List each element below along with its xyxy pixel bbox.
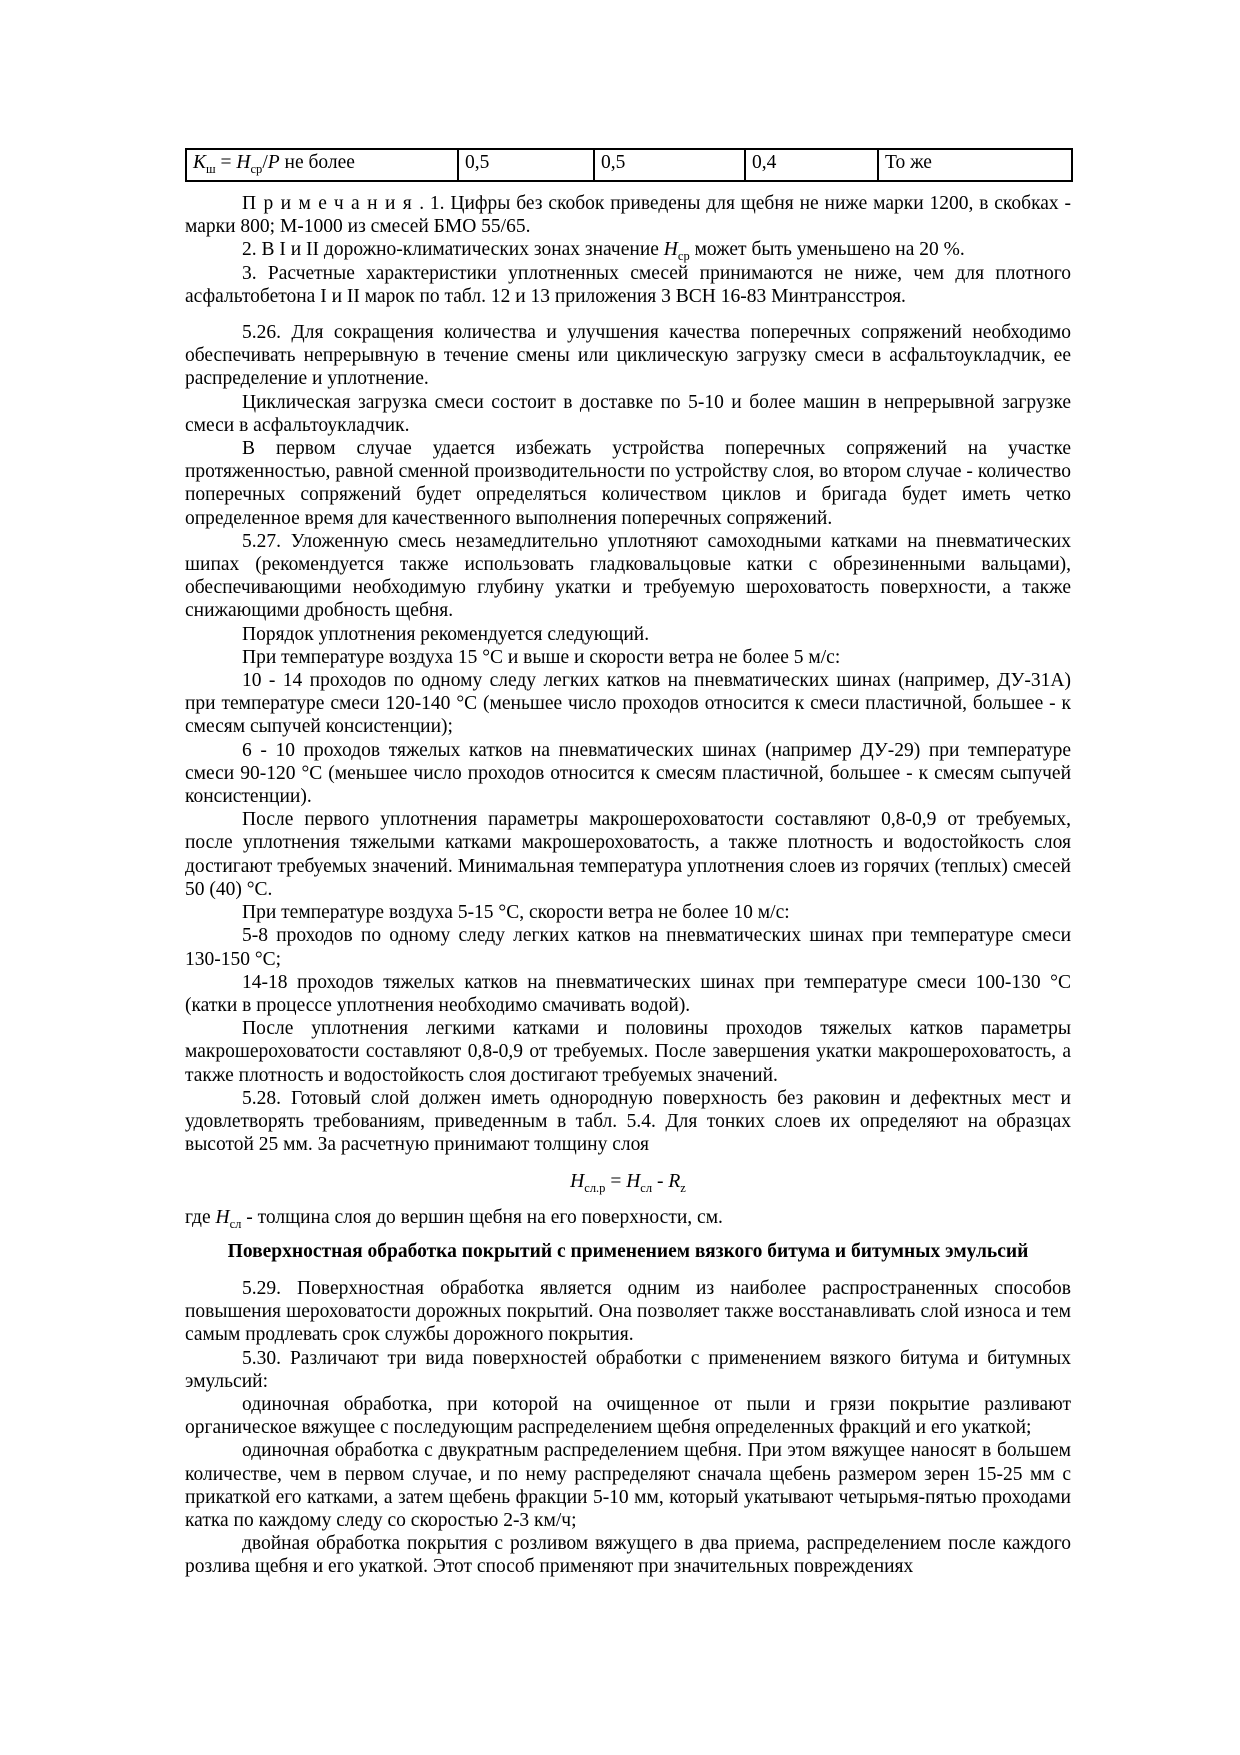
equals-sign: = — [215, 152, 237, 173]
para-5-30: 5.30. Различают три вида поверхностей обработки с применением вязкого битума и битумных эмульсий: — [185, 1347, 1071, 1392]
para-passes-6-10: 6 - 10 проходов тяжелых катков на пневматических шинах (например ДУ-29) при температуре смеси 90-120 °С (меньшее число проходов относится к смесям пластичной, большее - к смесям сыпучей консистенции). — [185, 739, 1071, 808]
para-temp-5-15: При температуре воздуха 5-15 °С, скорости ветра не более 10 м/с: — [242, 902, 790, 924]
subscript-sr: ср — [250, 161, 263, 176]
subscript-slr: сл.р — [584, 1181, 606, 1196]
table-cell-parameter — [186, 149, 458, 181]
spec-table-continued — [185, 148, 1073, 182]
slash: / — [262, 152, 268, 173]
note-1-text: . 1. Цифры без скобок приведены для щебня не ниже марки 1200, в скобках - марки 800; М-1000 из смесей БМО 55/65. — [185, 193, 1071, 238]
cell-text: не более — [279, 152, 355, 173]
para-5-27: 5.27. Уложенную смесь незамедлительно уплотняют самоходными катками на пневматических шипах (рекомендуется также использовать гладковальцовые катки с обрезиненными вальцами), обеспечивающими необходимую глубину укатки и требуемую шероховатость поверхности, а также снижающими дробность щебня. — [185, 530, 1071, 622]
subscript-sl: сл — [229, 1216, 242, 1231]
legend-text-post: - толщина слоя до вершин щебня на его поверхности, см. — [241, 1206, 723, 1228]
table-cell-value-3: 0,4 — [745, 149, 878, 181]
para-double-treatment: двойная обработка покрытия с розливом вяжущего в два приема, распределением после каждого розлива щебня и его укаткой. Этот способ применяют при значительных повреждениях — [185, 1533, 1071, 1578]
variable-h: H — [215, 1206, 230, 1228]
formula-legend — [185, 1206, 1071, 1229]
para-passes-5-8: 5-8 проходов по одному следу легких катков на пневматических шинах при температуре смеси 130-150 °С; — [185, 925, 1071, 970]
para-single-treatment: одиночная обработка, при которой на очищенное от пыли и грязи покрытие разливают органическое вяжущее с последующим распределением щебня определенных фракций и его укаткой; — [185, 1393, 1071, 1439]
minus-sign: - — [652, 1171, 669, 1193]
section-heading: Поверхностная обработка покрытий с применением вязкого битума и битумных эмульсий — [227, 1240, 1029, 1262]
equals-sign: = — [605, 1171, 627, 1193]
legend-text-pre: где — [185, 1206, 216, 1228]
table-row — [186, 149, 1072, 181]
para-5-26: 5.26. Для сокращения количества и улучшения качества поперечных сопряжений необходимо обеспечивать непрерывную в течение смены или циклическую загрузку смеси в асфальтоукладчик, ее распределение и уплотнение. — [185, 322, 1071, 390]
table-cell-value-2: 0,5 — [594, 149, 745, 181]
variable-h: H — [663, 239, 678, 261]
note-2-text-pre: 2. В I и II дорожно-климатических зонах значение — [242, 239, 664, 261]
vertical-gap — [185, 308, 1071, 321]
para-temp-15: При температуре воздуха 15 °С и выше и скорости ветра не более 5 м/с: — [242, 646, 841, 668]
para-passes-10-14: 10 - 14 проходов по одному следу легких катков на пневматических шинах (например, ДУ-31А) при температуре смеси 120-140 °С (меньшее число проходов относится к смеси пластичной, большее - к смесям сыпучей консистенции); — [185, 670, 1071, 738]
subscript-z: z — [680, 1181, 686, 1196]
subscript-sr: ср — [677, 249, 690, 264]
variable-p: P — [267, 152, 280, 173]
variable-r: R — [668, 1171, 681, 1193]
table-cell-value-1: 0,5 — [458, 149, 594, 181]
variable-h: H — [570, 1171, 585, 1193]
notes-label: Примечания — [242, 193, 420, 214]
para-compaction-order: Порядок уплотнения рекомендуется следующий. — [242, 623, 650, 645]
document-content — [185, 148, 1071, 1579]
para-5-29: 5.29. Поверхностная обработка является одним из наиболее распространенных способов повышения шероховатости дорожных покрытий. Она позволяет также восстанавливать слой износа и тем самым продлевать срок службы дорожного покрытия. — [185, 1277, 1071, 1346]
table-cell-value-4: То же — [878, 149, 1072, 181]
para-first-case: В первом случае удается избежать устройства поперечных сопряжений на участке протяженностью, равной сменной производительности по устройству слоя, во втором случае - количество поперечных сопряжений будет определяться количеством циклов и бригада будет иметь четко определенное время для качественного выполнения поперечных сопряжений. — [185, 438, 1071, 529]
note-1 — [185, 192, 1071, 238]
para-cyclic-loading: Циклическая загрузка смеси состоит в доставке по 5-10 и более машин в непрерывной загрузке смеси в асфальтоукладчик. — [185, 391, 1071, 436]
note-3: 3. Расчетные характеристики уплотненных смесей принимаются не ниже, чем для плотного асфальтобетона I и II марок по табл. 12 и 13 приложения 3 ВСН 16-83 Минтрансстроя. — [185, 262, 1071, 307]
para-single-treatment-double-spread: одиночная обработка с двукратным распределением щебня. При этом вяжущее наносят в большем количестве, чем в первом случае, и по нему распределяют сначала щебень размером зерен 15-25 мм с прикаткой его катками, а затем щебень фракции 5-10 мм, который укатывают четырьмя-пятью проходами катка по каждому следу со скоростью 2-3 км/ч; — [185, 1440, 1071, 1531]
subscript-sh: ш — [206, 161, 216, 176]
formula-layer-thickness — [185, 1170, 1071, 1196]
note-2 — [185, 238, 1071, 264]
variable-h: H — [626, 1171, 641, 1193]
subscript-sl: сл — [640, 1181, 653, 1196]
para-passes-14-18: 14-18 проходов тяжелых катков на пневматических шинах при температуре смеси 100-130 °С (катки в процессе уплотнения необходимо смачивать водой). — [185, 971, 1071, 1016]
note-2-text-post: может быть уменьшено на 20 %. — [689, 239, 965, 261]
variable-k: K — [193, 152, 207, 173]
para-5-28: 5.28. Готовый слой должен иметь однородную поверхность без раковин и дефектных мест и удовлетворять требованиям, приведенным в табл. 5.4. Для тонких слоев их определяют на образцах высотой 25 мм. За расчетную принимают толщину слоя — [185, 1087, 1071, 1156]
variable-h: H — [236, 152, 251, 173]
para-after-first-compaction: После первого уплотнения параметры макрошероховатости составляют 0,8-0,9 от требуемых, после уплотнения тяжелыми катками макрошероховатость, а также плотность и водостойкость слоя достигают требуемых значений. Минимальная температура уплотнения слоев из горячих (теплых) смесей 50 (40) °С. — [185, 809, 1071, 900]
para-after-light-rollers: После уплотнения легкими катками и половины проходов тяжелых катков параметры макрошероховатости составляют 0,8-0,9 от требуемых. После завершения укатки макрошероховатость, а также плотность и водостойкость слоя достигают требуемых значений. — [185, 1018, 1071, 1086]
